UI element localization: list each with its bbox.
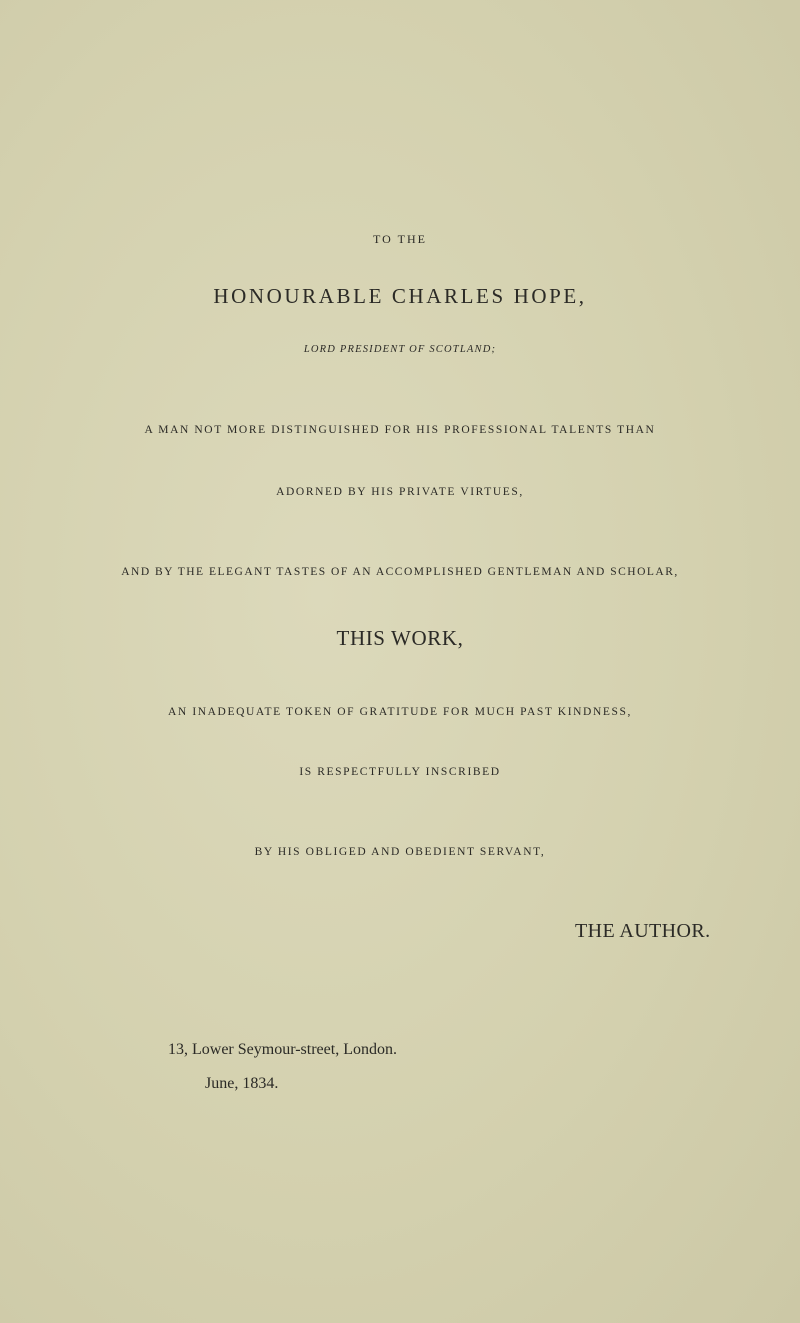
dedication-line-1: A MAN NOT MORE DISTINGUISHED FOR HIS PROFESSIONAL TALENTS THAN [144, 424, 656, 436]
author-address: 13, Lower Seymour-street, London. [168, 1041, 397, 1058]
dedication-to-the: TO THE [373, 232, 427, 246]
dedication-line-2: ADORNED BY HIS PRIVATE VIRTUES, [276, 486, 524, 498]
dedication-date: June, 1834. [205, 1075, 279, 1092]
author-signature: THE AUTHOR. [575, 920, 711, 942]
dedication-line-3: AND BY THE ELEGANT TASTES OF AN ACCOMPLISHED GENTLEMAN AND SCHOLAR, [121, 566, 679, 578]
dedication-line-6: BY HIS OBLIGED AND OBEDIENT SERVANT, [254, 846, 546, 858]
dedicatee-office: LORD PRESIDENT OF SCOTLAND; [303, 344, 497, 355]
this-work-heading: THIS WORK, [336, 626, 464, 650]
dedication-line-5: IS RESPECTFULLY INSCRIBED [299, 766, 501, 778]
dedication-line-4: AN INADEQUATE TOKEN OF GRATITUDE FOR MUCH PAST KINDNESS, [168, 706, 632, 718]
dedicatee-name: HONOURABLE CHARLES HOPE, [213, 284, 587, 308]
